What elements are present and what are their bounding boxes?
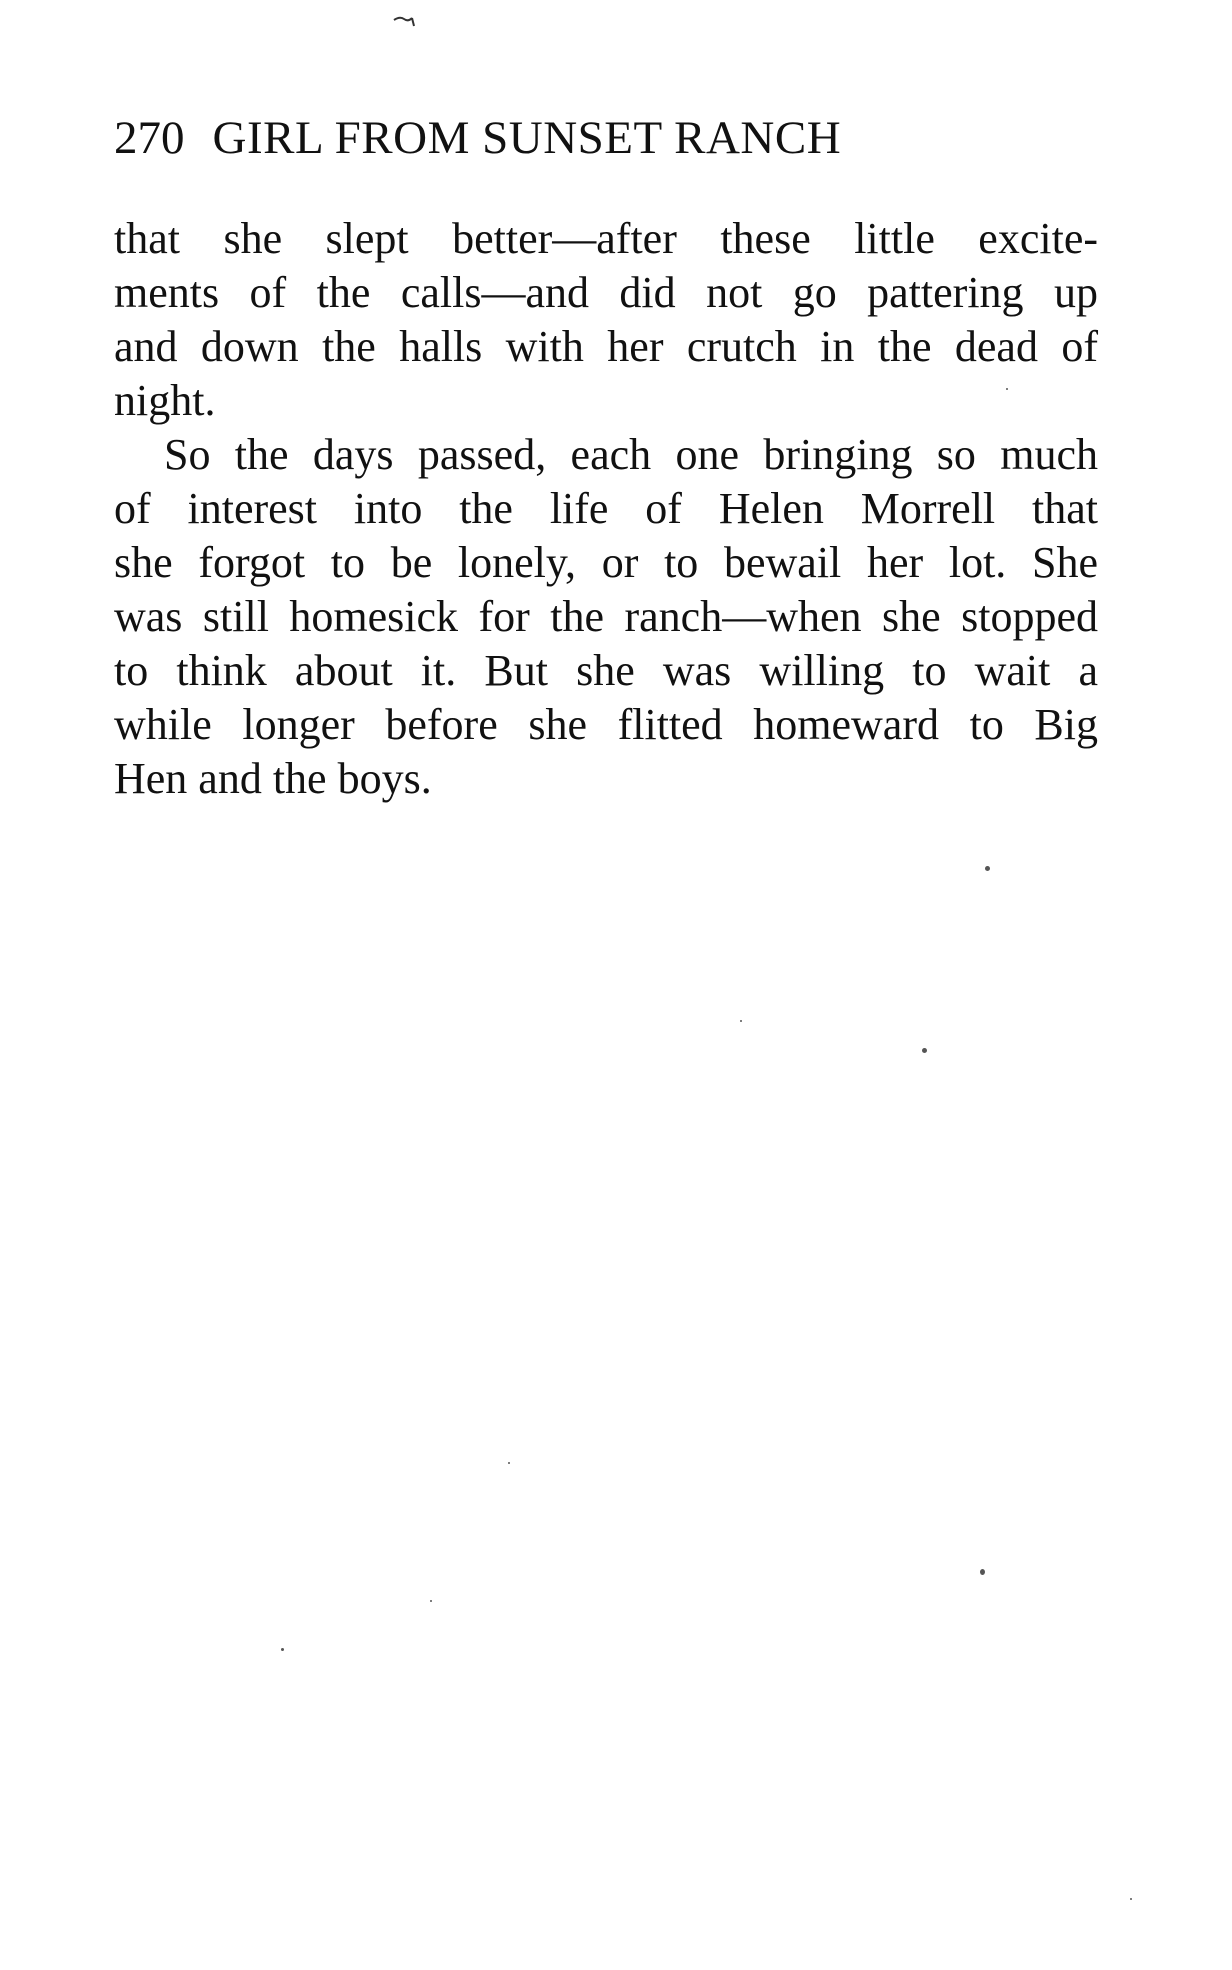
scan-speck — [281, 1648, 284, 1651]
text-line: she forgot to be lonely, or to bewail her lot. She — [114, 538, 1098, 587]
scan-speck — [980, 1569, 985, 1575]
text-line: night. — [114, 376, 216, 425]
ink-mark-top — [392, 14, 416, 28]
scan-speck — [922, 1048, 927, 1053]
text-line: was still homesick for the ranch—when she stopped — [114, 592, 1098, 641]
body-text — [114, 212, 1098, 806]
text-line: and down the halls with her crutch in the dead of — [114, 322, 1098, 371]
paragraph-1 — [114, 212, 1098, 428]
scan-speck — [1130, 1898, 1132, 1900]
text-line: Hen and the boys. — [114, 754, 432, 803]
running-header — [114, 108, 1104, 168]
scan-speck — [740, 1020, 742, 1022]
text-line: while longer before she flitted homeward to Big — [114, 700, 1098, 749]
text-line: of interest into the life of Helen Morrell that — [114, 484, 1098, 533]
scan-speck — [430, 1600, 432, 1602]
page-number: 270 — [114, 112, 185, 164]
scan-speck — [508, 1462, 510, 1464]
running-title: GIRL FROM SUNSET RANCH — [212, 112, 842, 164]
text-line: So the days passed, each one bringing so much — [164, 430, 1098, 479]
text-line: that she slept better—after these little excite- — [114, 214, 1098, 263]
text-line: to think about it. But she was willing to wait a — [114, 646, 1098, 695]
scan-speck — [1006, 388, 1008, 390]
paragraph-2 — [114, 428, 1098, 806]
scan-speck — [985, 866, 990, 871]
text-line: ments of the calls—and did not go pattering up — [114, 268, 1098, 317]
